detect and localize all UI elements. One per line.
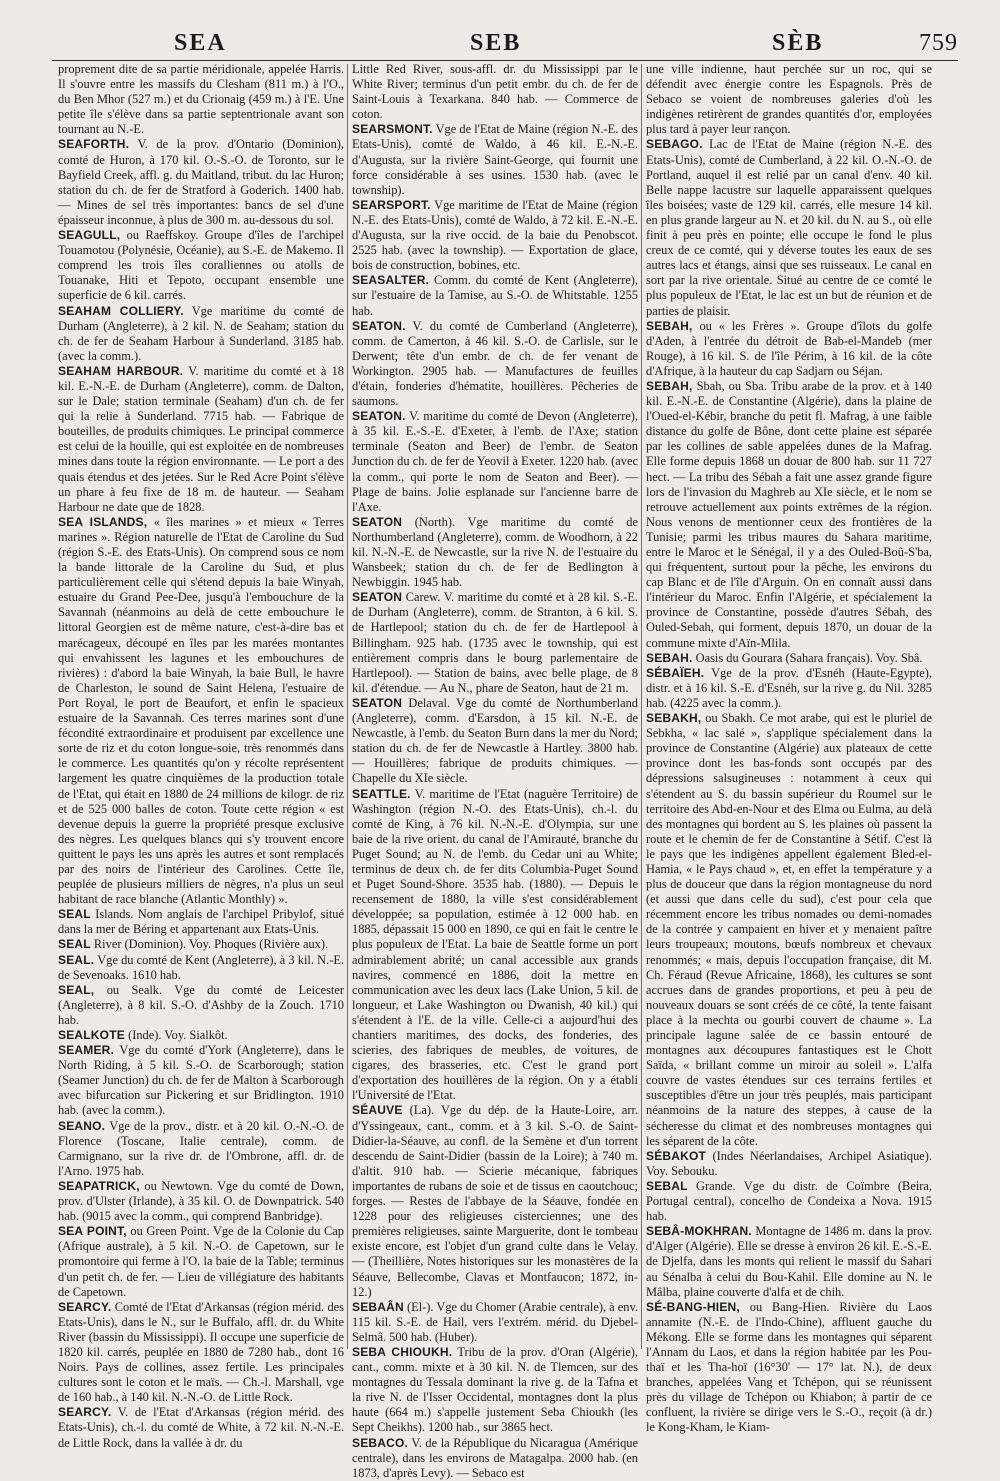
dictionary-entry <box>352 409 638 515</box>
entry-headword: SÉBAÏEH. <box>646 665 705 680</box>
entry-headword: SEBAH. <box>646 650 693 665</box>
entry-text: (Indes Néerlandaises, Archipel Asiatique). Voy. Sebouku. <box>646 1148 932 1178</box>
dictionary-entry <box>58 515 344 907</box>
entry-text: Vge de la prov. d'Esnéh (Haute-Egypte), distr. et à 16 kil. S.-E. d'Esnéh, sur la rive g. du Nil. 3285 hab. (4225 avec la comm.). <box>646 665 933 710</box>
entry-text: Vge maritime du comté de Durham (Angleterre), à 2 kil. N. de Seaham; station du ch. de fer de Seaham Harbour à Sunderland. 3185 hab. (avec la comm.). <box>58 303 345 363</box>
entry-text: River (Dominion). Voy. Phoques (Rivière aux). <box>93 937 329 952</box>
entry-headword: SEBA CHIOUKH. <box>352 1344 453 1359</box>
entry-headword: SÉAUVE <box>352 1103 403 1118</box>
entry-text: Grande. Vge du distr. de Coïmbre (Beira, Portugal central), concelho de Condeixa a Nova. 1915 hab. <box>646 1178 932 1224</box>
entry-text: V. maritime de l'Etat (naguère Territoire) de Washington (région N.-O. des Etats-Unis), ch.-l. du comté de King, à 76 kil. N.-N.-E. d'Olympia, sur une baie de la rive orient. du canal de l'Amirauté, branche du Puget Sound; au N. de l'emb. du Cedar uni au White; terminus de deux ch. de fer dits Columbia-Puget Sound et Puget Sound-Shore. 3535 hab. (1880). — Depuis le recensement de 1880, la ville s'est considérablement développée; sa population, estimée à 12 000 hab. en 1885, dépassait 15 000 en 1890, ce qui en fait le centre le plus populeux de l'Etat. La baie de Seattle forme un port admirablement abrité; un canal accessible aux grands navires, commencé en 1886, doit la mettre en communication avec les deux lacs (Lake Union, 5 kil. de longueur, et Lake Washington ou Dwanish, 40 kil.) qui s'étendent à l'E. de la ville. Celle-ci a aujourd'hui des chantiers maritimes, des docks, des fonderies, des scieries, des fabriques de meubles, de voitures, de cigares, des brasseries, etc. C'est le grand port d'exportation des houillères de la région. On y a établi l'Université de l'Etat. <box>352 786 639 1103</box>
entry-headword: SEA ISLANDS, <box>58 514 148 529</box>
entry-text: Comm. du comté de Kent (Angleterre), sur l'estuaire de la Tamise, au S.-O. de Whitstable. 1255 hab. <box>352 273 639 318</box>
dictionary-entry <box>646 1149 932 1179</box>
entry-text: proprement dite de sa partie méridionale, appelée Harris. Il s'ouvre entre les massifs du Clesham (811 m.) à l'O., du Ben Mhor (527 m.) et du Crionaig (459 m.) à l'E. Une petite île s'élève dans sa partie septentrionale avant son tournant au N.-E. <box>58 62 344 137</box>
dictionary-entry <box>58 228 344 303</box>
entry-text: Little Red River, sous-affl. dr. du Mississippi par le White River; terminus d'un petit embr. du ch. de fer de Saint-Louis à Texarkana. 840 hab. — Commerce de coton. <box>352 62 638 122</box>
entry-headword: SEBAH, <box>646 378 693 393</box>
entry-headword: SÉBAKOT <box>646 1148 707 1163</box>
entry-headword: SEBAH, <box>646 318 693 333</box>
entry-headword: SEASALTER. <box>352 273 430 288</box>
entry-text: ou « les Frères ». Groupe d'îlots du golfe d'Aden, à l'entrée du détroit de Bab-el-Mandeb (mer Rouge), à 16 kil. S. de l'île Périm, à 16 kil. de la côte d'Afrique, à la hauteur du cap Sadjarn ou Séjan. <box>646 318 932 378</box>
entry-text: V. maritime du comté et à 18 kil. E.-N.-E. de Durham (Angleterre), comm. de Dalton, sur le Dale; station terminale (Seaham) d'un ch. de fer qui la relie à Sunderland. 7715 hab. — Fabrique de bouteilles, de produits chimiques. Le principal commerce est celui de la houille, qui est exploitée en de nombreuses mines dans toute la région environnante. — Le port a des quais étendus et des jetées. Sur le Red Acre Point s'élève un phare à feu fixe de 18 m. de hauteur. — Seaham Harbour ne date que de 1828. <box>58 363 344 514</box>
entry-text: Montagne de 1486 m. dans la prov. d'Alger (Algérie). Elle se dresse à environ 26 kil. E.-S.-E. de Djelfa, dans les monts qui relient le massif du Sahari au Sénalba à celui du Bou-Kahil. Elle domine au N. le Mâlba, plaine couverte d'alfa et de chih. <box>646 1224 932 1299</box>
entry-headword: SEBAKH, <box>646 711 702 726</box>
text-column-1 <box>58 62 345 1450</box>
entry-headword: SEAL <box>58 907 91 922</box>
entry-headword: SEAPATRICK, <box>58 1178 140 1193</box>
entry-text: Islands. Nom anglais de l'archipel Pribylof, situé dans la mer de Béring et appartenant aux Etats-Unis. <box>58 907 344 937</box>
dictionary-entry <box>58 1405 344 1450</box>
entry-headword: SEATON. <box>352 318 406 333</box>
entry-text: V. de la République du Nicaragua (Amérique centrale), dans les environs de Matagalpa. 2000 hab. (en 1873, d'après Levy). — Sebaco est <box>352 1435 638 1480</box>
entry-text: Carew. V. maritime du comté et à 28 kil. S.-E. de Durham (Angleterre), comm. de Stranton, à 6 kil. S. de Hartlepool; station du ch. de fer de Hartlepool à Billingham. 925 hab. (1735 avec le township, qui est entièrement compris dans le bourg parlementaire de Hartlepool). — Station de bains, avec belle plage, de 8 kil. d'étendue. — Au N., phare de Seaton, haut de 21 m. <box>352 590 638 695</box>
entry-text: (Inde). Voy. Sialkôt. <box>128 1028 228 1042</box>
entry-text: Tribu de la prov. d'Oran (Algérie), cant., comm. mixte et à 30 kil. N. de Tlemcen, sur des montagnes du Tessala dominant la rive g. de la Tafna et la rive N. de l'Isser Occidental, montagnes dont la plus haute (664 m.) s'appelle justement Seba Chioukh (les Sept Cheikhs). 1200 hab., sur 3865 hect. <box>352 1344 638 1435</box>
entry-text: V. de la prov. d'Ontario (Dominion), comté de Huron, à 170 kil. O.-S.-O. de Toronto, sur le Bayfield Creek, affl. g. du Maitland, tribut. du lac Huron; station du ch. de fer de Stratford à Goderich. 1400 hab. — Mines de sel très importantes: bancs de sel d'une épaisseur inconnue, à plus de 300 m. au-dessous du sol. <box>58 137 344 227</box>
entry-headword: SEARCY. <box>58 1299 112 1314</box>
dictionary-entry <box>352 62 638 122</box>
dictionary-entry <box>646 1179 932 1224</box>
entry-headword: SEATON <box>352 695 403 710</box>
entry-text: V. du comté de Cumberland (Angleterre), comm. de Camerton, à 46 kil. S.-O. de Carlisle, sur le Derwent; tête d'un embr. de ch. de fer venant de Workington. 2905 hab. — Manufactures de feuilles d'étain, fonderies d'hématite, houillères. Pêcheries de saumons. <box>352 318 638 409</box>
dictionary-entry <box>646 666 932 711</box>
dictionary-entry <box>646 319 932 379</box>
entry-headword: SEATON. <box>352 409 406 424</box>
entry-headword: SEBACO. <box>352 1435 409 1450</box>
entry-headword: SEATON <box>352 514 403 529</box>
dictionary-entry <box>58 1043 344 1118</box>
entry-headword: SEARSMONT. <box>352 122 433 137</box>
dictionary-entry <box>58 1179 344 1224</box>
entry-text: (North). Vge maritime du comté de Northumberland (Angleterre), comm. de Woodhorn, à 22 kil. N.-N.-E. de Newcastle, sur la rive N. de l'estuaire du Wansbeek; station du ch. de fer de Bedlington à Newbiggin. 1945 hab. <box>352 514 638 590</box>
entry-headword: SEAFORTH. <box>58 137 130 152</box>
header-right-title: SÈB <box>772 30 824 56</box>
dictionary-entry <box>646 1300 932 1436</box>
entry-headword: SEAL. <box>58 952 95 967</box>
entry-headword: SEAGULL, <box>58 228 121 243</box>
entry-text: ou Sbakh. Ce mot arabe, qui est le pluriel de Sebkha, « lac salé », s'applique spécialement dans la province de Constantine (Algérie) aux plateaux de cette province dont les bas-fonds sont occupés par des dépressions salsugineuses : notamment à ceux qui s'étendent au S. du bassin supérieur du Roumel sur le territoire des Abd-en-Nour et des Elma ou Eulma, au delà des montagnes qui bordent au S. les plaines où passent la route et le chemin de fer de Constantine à Sétif. C'est là le pays que les indigènes appellent également Bled-el-Hamia, « le Pays chaud », et, en effet la température y a plus de douceur que dans la région montagneuse du nord (et aussi que dans celle du sud), c'est pour cela que récemment encore les tribus nomades ou demi-nomades de la contrée y campaient en hiver et y menaient paître leurs troupeaux; moutons, bœufs nombreux et chevaux renommés; « mais, depuis l'occupation française, dit M. Ch. Féraud (Revue Africaine, 1868), les cultures se sont accrues dans de grandes proportions, et peu à peu de nouveaux douars se sont créés de ce côté, la tente faisant place à la mechta ou gourbi couvert de chaume ». La principale lagune salée de ce bassin entouré de montagnes aux découpures fantastiques est le Chott Saïda, « brillant comme un miroir au soleil ». L'alfa couvre de vastes étendues sur ces terrains fertiles et susceptibles d'être un jour très peuplés, mais participant néanmoins de la nature des steppes, à cause de la sécheresse du climat et des nombreuses montagnes qui les séparent de la côte. <box>646 711 932 1148</box>
dictionary-entry <box>646 711 932 1149</box>
dictionary-entry <box>352 1436 638 1481</box>
entry-text: Oasis du Gourara (Sahara français). Voy. Sbâ. <box>695 650 923 665</box>
dictionary-entry <box>58 137 344 228</box>
entry-text: (El-). Vge du Chomer (Arabie centrale), à env. 115 kil. S.-E. de Hail, vers l'extrém. mérid. du Djebel-Selmâ. 500 hab. (Huber). <box>352 1299 638 1344</box>
dictionary-entry <box>352 1300 638 1345</box>
dictionary-entry <box>58 364 344 515</box>
entry-headword: SÉ-BANG-HIEN, <box>646 1299 740 1314</box>
entry-headword: SEBÂ-MOKHRAN. <box>646 1224 752 1239</box>
dictionary-entry <box>58 1224 344 1299</box>
entry-text: ou Raeffskoy. Groupe d'îles de l'archipel Touamotou (Polynésie, Océanie), au S.-E. de Makemo. Il comprend les trois îles coralliennes ou atolls de Touanake, Hiti et Tepoto, occupant ensemble une superficie de 6 kil. carrés. <box>58 228 345 303</box>
dictionary-entry <box>352 122 638 197</box>
dictionary-entry <box>58 953 344 983</box>
dictionary-entry <box>352 787 638 1104</box>
entry-text: une ville indienne, haut perchée sur un roc, qui se défendit avec énergie contre les Espagnols. Près de Sebaco se voient de nombreuses galeries d'où les indigènes retirèrent de grandes quantités d'or, employées plus tard à payer leur rançon. <box>646 62 932 137</box>
dictionary-entry <box>646 137 932 318</box>
entry-text: ou Sealk. Vge du comté de Leicester (Angleterre), à 8 kil. S.-O. d'Ashby de la Zouch. 1710 hab. <box>58 982 344 1027</box>
text-column-3 <box>646 62 933 1435</box>
dictionary-entry <box>646 1224 932 1299</box>
dictionary-entry <box>58 304 344 364</box>
entry-headword: SEAHAM HARBOUR. <box>58 363 184 378</box>
dictionary-entry <box>352 273 638 318</box>
dictionary-entry <box>58 1300 344 1406</box>
entry-headword: SEBAL <box>646 1178 688 1193</box>
entry-text: V. de l'Etat d'Arkansas (région mérid. des Etats-Unis), ch.-l. du comté de White, à 72 kil. N.-N.-E. de Little Rock, dans la vallée à dr. du <box>58 1405 344 1450</box>
entry-headword: SEAL, <box>58 982 95 997</box>
entry-text: Vge du comté d'York (Angleterre), dans le North Riding, à 5 kil. S.-O. de Scarborough; station (Seamer Junction) du ch. de fer de Malton à Scarborough avec bifurcation sur Pickering et sur Bridlington. 1910 hab. (avec la comm.). <box>58 1043 344 1118</box>
entry-headword: SEALKOTE <box>58 1028 125 1042</box>
dictionary-entry <box>646 62 932 137</box>
entry-text: Vge du comté de Kent (Angleterre), à 3 kil. N.-E. de Sevenoaks. 1610 hab. <box>58 952 344 982</box>
dictionary-entry <box>352 1103 638 1299</box>
entry-headword: SEAHAM COLLIERY. <box>58 303 184 318</box>
dictionary-entry <box>352 319 638 410</box>
entry-headword: SEATTLE. <box>352 786 411 801</box>
entry-text: ou Bang-Hien. Rivière du Laos annamite (N.-E. de l'Indo-Chine), affluent gauche du Mékong. Elle se forme dans les montagnes qui séparent l'Annam du Laos, et dans la région habitée par les Pou-thaï et les Tha-hoï (16°30' — 17° lat. N.), de deux branches, appelées Vang et Tchépon, qui se réunissent près du village de Tchépon ou Khiabon; à partir de ce confluent, la rivière se dirige vers le S.-O., reçoit (à dr.) le Kong-Kham, le Kiam- <box>646 1299 932 1435</box>
dictionary-entry <box>646 651 932 666</box>
entry-headword: SEARCY. <box>58 1405 112 1420</box>
entry-headword: SEATON <box>352 590 403 605</box>
text-column-2 <box>352 62 639 1480</box>
dictionary-entry <box>58 907 344 937</box>
entry-headword: SEBAÂN <box>352 1299 404 1314</box>
entry-headword: SEAL <box>58 937 91 952</box>
entry-headword: SEARSPORT. <box>352 197 431 212</box>
column-divider <box>641 64 642 1349</box>
entry-text: (La). Vge du dép. de la Haute-Loire, arr. d'Yssingeaux, cant., comm. et à 3 kil. S.-O. de Saint-Didier-la-Séauve, au confl. de la Semène et d'un torrent descendu de Saint-Didier (bassin de la Loire); à 740 m. d'altit. 910 hab. — Scierie mécanique, fabriques importantes de rubans de soie et de tissus en caoutchouc; forges. — Restes de l'abbaye de la Séauve, fondée en 1228 pour des religieuses cisterciennes; une des premières religieuses, sainte Marguerite, dont le tombeau existe encore, est l'objet d'un grand culte dans le Velay. — (Theillière, Notes historiques sur les monastères de la Séauve, Bellecombe, Clavas et Montfaucon; 1872, in-12.) <box>352 1103 639 1299</box>
dictionary-entry <box>646 379 932 651</box>
running-header <box>52 26 958 61</box>
entry-text: Comté de l'Etat d'Arkansas (région mérid. des Etats-Unis), dans le N., sur le Buffalo, affl. dr. du White River (bassin du Mississippi). Il occupe une superficie de 1820 kil. carrés, peuplée en 1880 de 7280 hab., dont 16 Noirs. Pays de collines, assez fertile. Les principales cultures sont le coton et le maïs. — Ch.-l. Marshall, vge de 160 hab., à 140 kil. N.-N.-O. de Little Rock. <box>58 1299 344 1405</box>
dictionary-entry <box>352 515 638 590</box>
entry-text: « îles marines » et mieux « Terres marines ». Région naturelle de l'Etat de Caroline du Sud (région S.-E. des Etats-Unis). On comprend sous ce nom la bande littorale de la Caroline du Sud, et plus particulièrement celle qui s'étend depuis la baie Winyah, estuaire du Grand Pee-Dee, jusqu'à l'embouchure de la Savannah (néanmoins au delà de cette embouchure le littoral Georgien est de même nature, c'est-à-dire bas et marécageux, découpé en îles par les marées montantes qui envahissent les lagunes et les embouchures de rivières) : d'abord la baie Winyah, la baie Bull, le havre de Charleston, le sound de Saint Helena, l'estuaire de Port Royal, le port de Beaufort, et enfin le spacieux estuaire de la Savannah. Ces terres marines sont d'une fécondité extraordinaire et produisent par excellence une sorte de riz et du coton longue-soie, très renommés dans le commerce. Les quantités qu'on y récolte représentent largement les quatre cinquièmes de la production totale de l'Etat, qui était en 1880 de 24 millions de kilogr. de riz et de 525 000 balles de coton. Toute cette région « est devenue depuis la guerre la propriété presque exclusive des nègres. Les quelques blancs qui s'y trouvent encore quittent le pays les uns après les autres et sont remplacés par des noirs de l'intérieur des Carolines. Cette île, peuplée de plusieurs milliers de nègres, n'a plus un seul habitant de race blanche (Atlantic Monthly) ». <box>58 514 344 907</box>
entry-text: V. maritime du comté de Devon (Angleterre), à 35 kil. E.-S.-E. d'Exeter, à l'emb. de l'Axe; station terminale (Seaton and Beer) de l'embr. de Seaton Junction du ch. de fer de Yeovil à Exeter. 1220 hab. (avec la comm., qui porte le nom de Seaton and Beer). — Plage de bains. Jolie esplanade sur l'ancienne barre de l'Axe. <box>352 409 639 514</box>
dictionary-entry <box>58 1119 344 1179</box>
entry-text: Sbah, ou Sba. Tribu arabe de la prov. et à 140 kil. E.-N.-E. de Constantine (Algérie), dans la plaine de l'Oued-el-Kébir, branche du petit fl. Mafrag, à une faible distance du golfe de Bône, dont cette plaine est séparée par les collines de sable appelées dunes de la Mafrag. Elle forme depuis 1868 un douar de 800 hab. sur 11 727 hect. — La tribu des Sébah a fait une assez grande figure lors de l'invasion du Maghreb au XIe siècle, et le nom se retrouve actuellement aux points extrêmes de la région. Nous venons de mentionner ceux des frontières de la Tunisie; parmi les tribus maures du Sahara maritime, entre le Maroc et le Sénégal, il y a des Ouled-Boû-S'ba, qui fréquentent, surtout pour la pêche, les environs du cap Blanc et de l'île d'Arguin. On en connaît aussi dans l'intérieur du Maroc. Enfin l'Algérie, et spécialement la province de Constantine, possède d'autres Sébah, des Ouled-Sebah, qui forment, depuis 1870, un douar de la commune mixte d'Aïn-Mlila. <box>646 378 932 650</box>
entry-text: Vge de l'Etat de Maine (région N.-E. des Etats-Unis), comté de Waldo, à 46 kil. E.-N.-E. d'Augusta, sur la rivière Saint-George, qui fournit une force considérable à ses usines. 1530 hab. (avec le township). <box>352 122 639 197</box>
entry-text: Lac de l'Etat de Maine (région N.-E. des Etats-Unis), comté de Cumberland, à 22 kil. O.-N.-O. de Portland, auquel il est relié par un canal d'env. 40 kil. Belle nappe lacustre sur laquelle apparaissent quelques îles boisées; vaste de 129 kil. carrés, elle mesure 14 kil. en plus grande largeur au N. et 20 kil. du N. au S., où elle finit à peu près en pointe; elle occupe le fond le plus creux de ce comté, qui y déverse toutes les eaux de ses autres lacs et étangs, ainsi que ses ruisseaux. Le canal en sort par la rive orientale. Situé au centre de ce comté le plus populeux de l'Etat, le lac est un but de réunion et de parties de plaisir. <box>646 137 932 318</box>
entry-text: ou Green Point. Vge de la Colonie du Cap (Afrique australe), à 5 kil. N.-O. de Capetown, sur le promontoire qui ferme à l'O. la baie de la Table; terminus d'un petit ch. de fer. — Lieu de villégiature des habitants de Capetown. <box>58 1224 344 1299</box>
dictionary-entry <box>352 590 638 696</box>
entry-headword: SEA POINT, <box>58 1224 127 1239</box>
dictionary-entry <box>58 62 344 137</box>
entry-text: Delaval. Vge du comté de Northumberland (Angleterre), comm. d'Earsdon, à 15 kil. N.-E. de Newcastle, à l'emb. du Seaton Burn dans la mer du Nord; station du ch. de fer de Newcastle à Hartley. 3800 hab. — Houillères; fabrique de produits chimiques. — Chapelle du XIe siècle. <box>352 695 638 786</box>
entry-text: Vge maritime de l'Etat de Maine (région N.-E. des Etats-Unis), comté de Waldo, à 72 kil. E.-N.-E. d'Augusta, sur la rive occid. de la baie du Penobscot. 2525 hab. (avec la township). — Exportation de glace, bois de construction, bobines, etc. <box>352 197 638 273</box>
dictionary-entry <box>352 1345 638 1436</box>
dictionary-entry <box>58 937 344 952</box>
dictionary-entry <box>58 1028 344 1043</box>
entry-headword: SEAMER. <box>58 1043 115 1058</box>
column-divider <box>347 64 348 1349</box>
entry-headword: SEBAGO. <box>646 137 703 152</box>
dictionary-entry <box>58 983 344 1028</box>
header-left-title: SEA <box>174 30 227 56</box>
dictionary-entry <box>352 696 638 787</box>
entry-headword: SEANO. <box>58 1118 106 1133</box>
page-number: 759 <box>919 30 958 56</box>
entry-text: Vge de la prov., distr. et à 20 kil. O.-N.-O. de Florence (Toscane, Italie centrale), comm. de Carmignano, sur la rive dr. de l'Ombrone, affl. dr. de l'Arno. 1975 hab. <box>58 1118 344 1178</box>
entry-text: ou Newtown. Vge du comté de Down, prov. d'Ulster (Irlande), à 35 kil. O. de Downpatrick. 540 hab. (9015 avec la comm., qui comprend Banbridge). <box>58 1178 344 1224</box>
header-center-title: SEB <box>470 30 522 56</box>
dictionary-entry <box>352 198 638 273</box>
